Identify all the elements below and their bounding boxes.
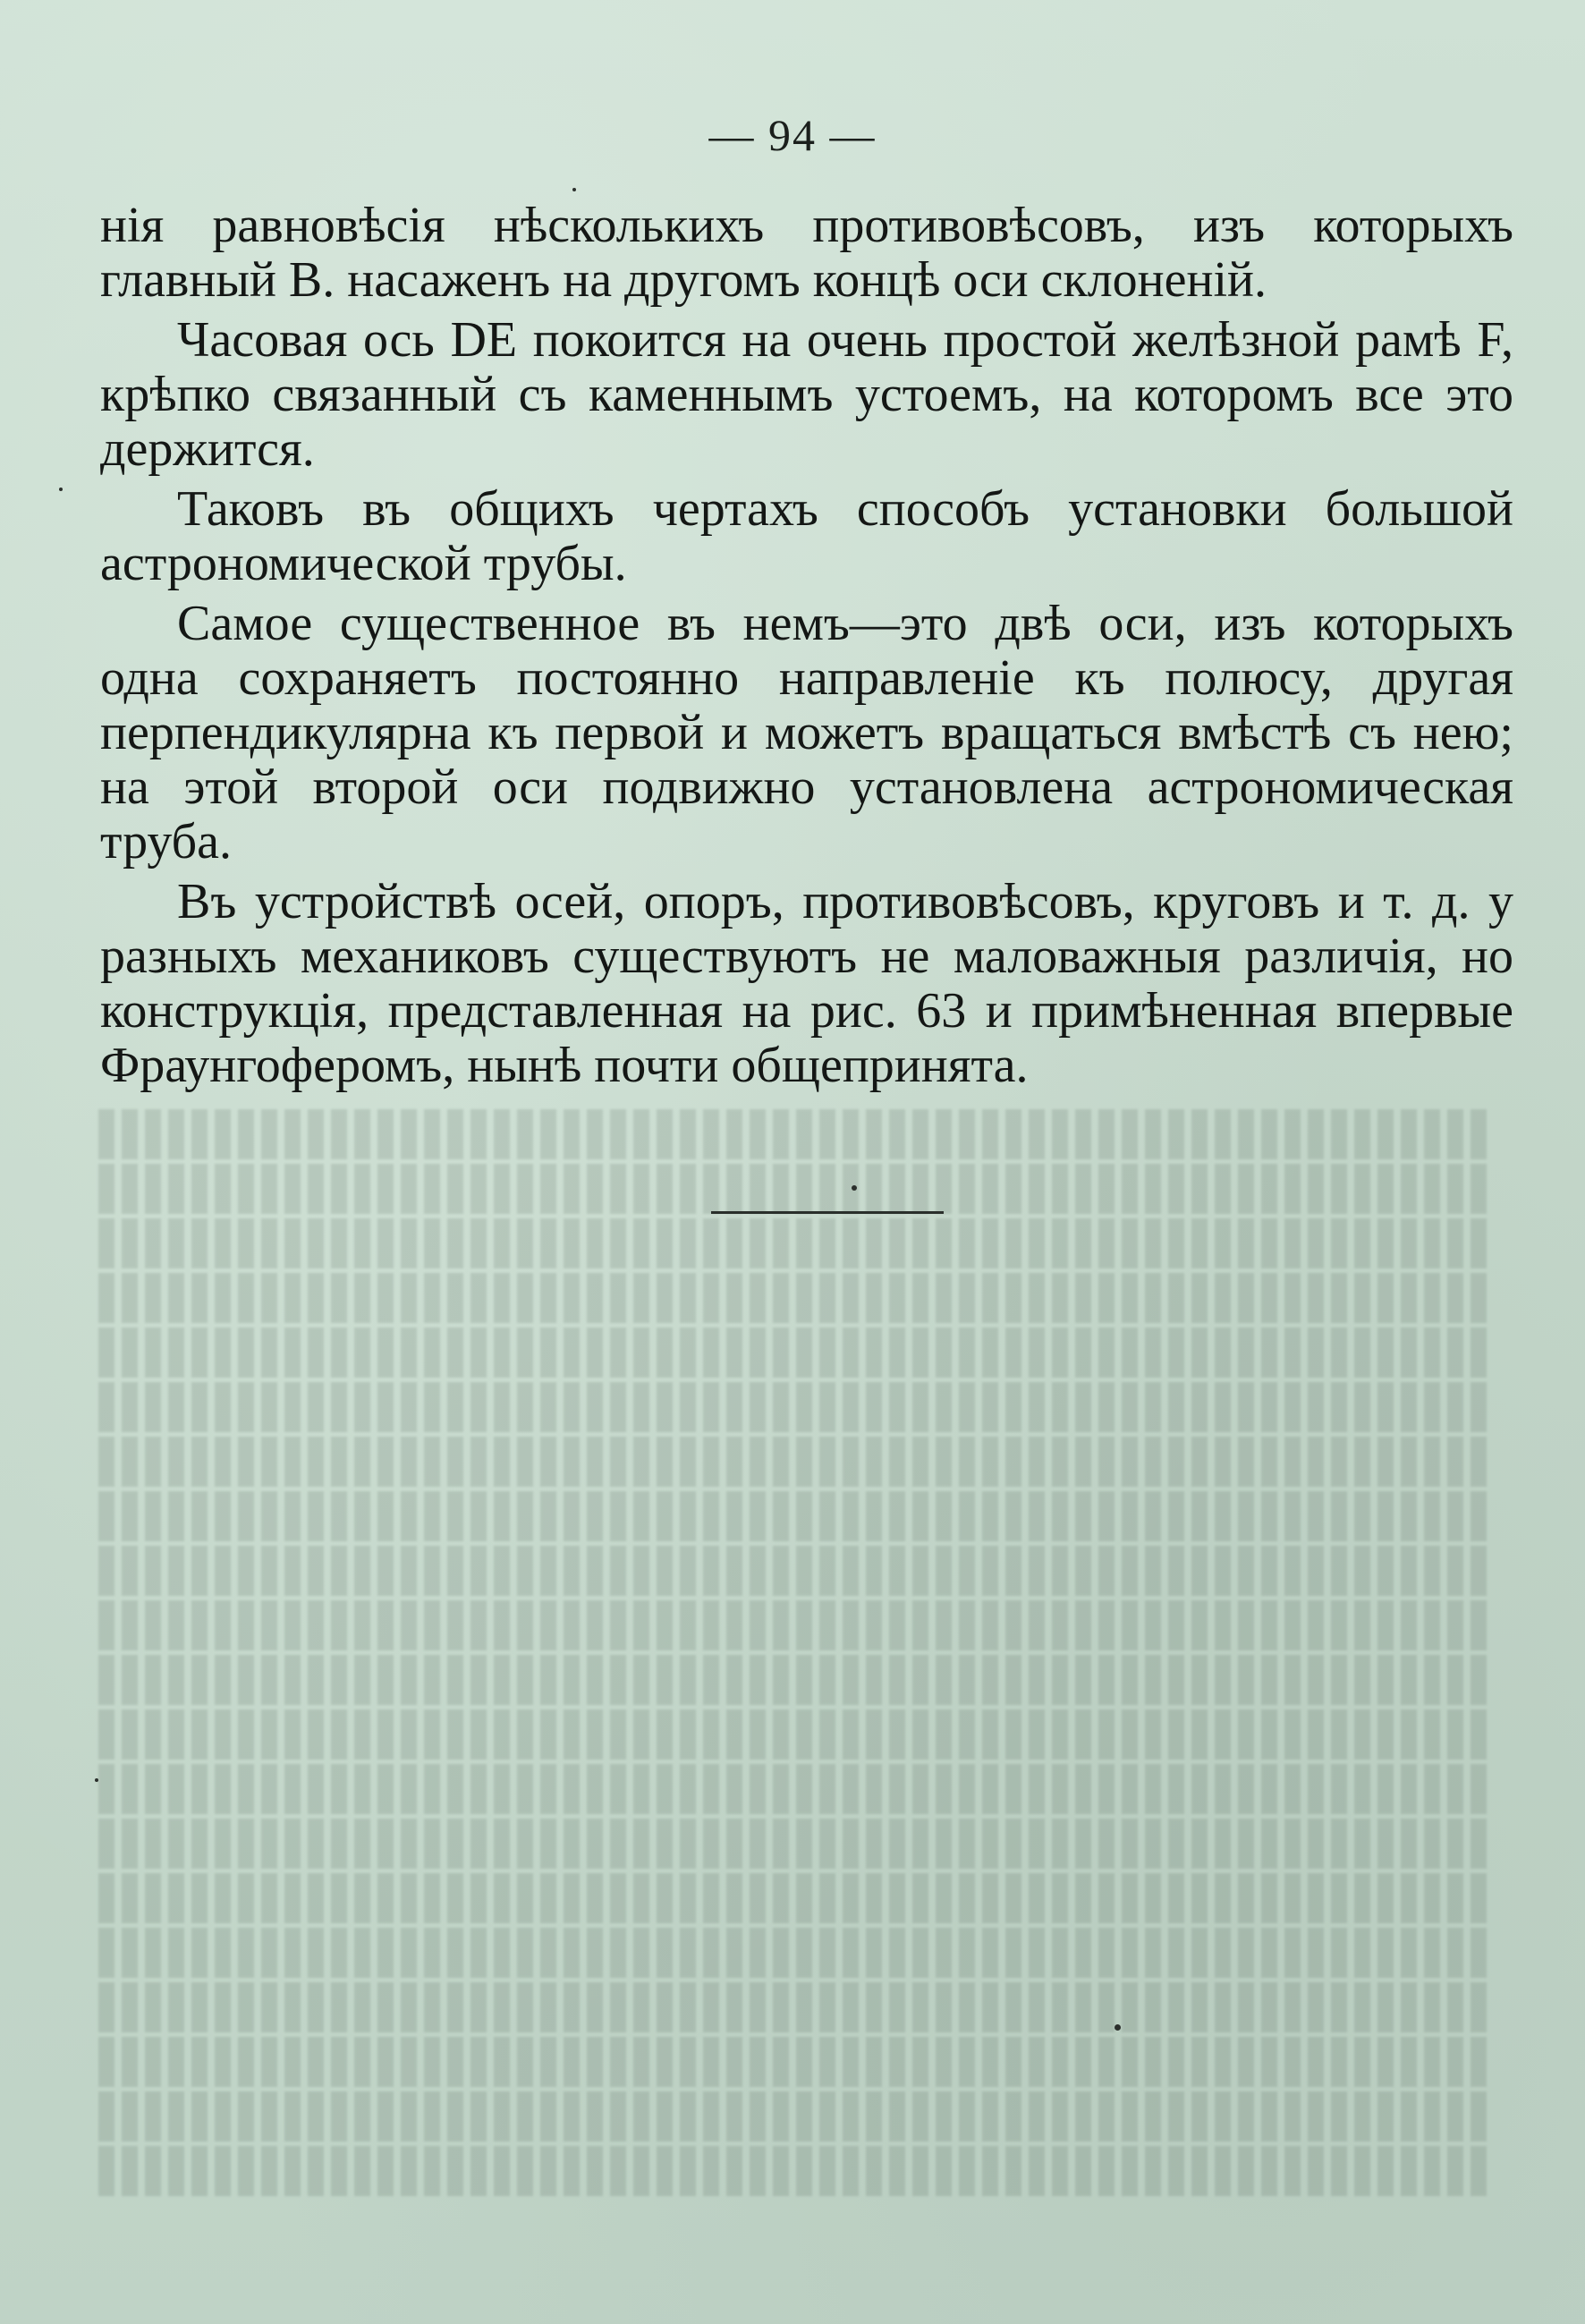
show-through-texture: [98, 1109, 1494, 2272]
ink-speck: [1115, 2024, 1121, 2031]
paragraph-4: Самое существенное въ немъ—это двѣ оси, изъ которыхъ одна сохраняетъ постоянно направленіе къ полюсу, другая перпендикулярна къ первой и можетъ вращаться вмѣстѣ съ нею; на этой второй оси подвижно установлена астрономическая труба.: [100, 596, 1513, 869]
paragraph-2: Часовая ось DE покоится на очень простой желѣзной рамѣ F, крѣпко связанный съ каменнымъ устоемъ, на которомъ все это держится.: [100, 312, 1513, 477]
section-end-rule: [711, 1211, 944, 1214]
ink-speck: [852, 1185, 857, 1191]
page-number-header: — 94 —: [708, 110, 877, 160]
ink-speck: [572, 188, 576, 191]
paragraph-5: Въ устройствѣ осей, опоръ, противовѣсовъ, круговъ и т. д. у разныхъ механиковъ существуютъ не маловажныя различія, но конструкція, представленная на рис. 63 и примѣненная впервые Фраунгоферомъ, нынѣ почти общепринята.: [100, 874, 1513, 1093]
ink-speck: [95, 1778, 98, 1782]
ink-speck: [59, 488, 63, 491]
body-text: [100, 199, 1513, 1098]
paragraph-1: нія равновѣсія нѣсколькихъ противовѣсовъ, изъ которыхъ главный В. насаженъ на другомъ концѣ оси склоненій.: [100, 198, 1513, 308]
paragraph-3: Таковъ въ общихъ чертахъ способъ установки большой астрономической трубы.: [100, 481, 1513, 591]
